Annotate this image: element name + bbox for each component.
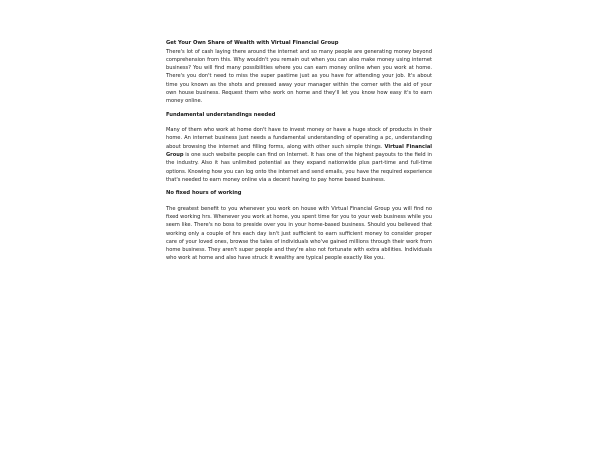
section-heading-wealth: Get Your Own Share of Wealth with Virtual Financial Group	[166, 40, 339, 46]
paragraph-text-before: Many of them who work at home don't have to invest money or have a huge stock of products in their home. An internet business just needs a fundamental understanding of operating a pc, understanding about browsing the internet and filling forms, along with other such simple things.	[166, 127, 432, 150]
section-heading-hours: No fixed hours of working	[166, 190, 242, 197]
document-page	[166, 40, 432, 263]
section-heading-understandings: Fundamental understandings needed	[166, 111, 276, 118]
section-paragraph-wealth: There's lot of cash laying there around the internet and so many people are generating money beyond comprehension from this. Why wouldn't you remain out when you can also make money using internet business? You will find many possibilities where you can earn money online when you work at home. There's you don't need to miss the super pastime just as you have for attending your job. It's about time you known as the shots and pressed away your manager within the corner with the aid of your own house business. Request them who work on home and they'll let you know how easy it's to earn money online.	[166, 48, 432, 105]
section-paragraph-understandings	[166, 126, 432, 184]
section-paragraph-hours: The greatest benefit to you whenever you work on house with Virtual Financial Group you will find no fixed working hrs. Whenever you work at home, you spent time for you to your web business while you seem like. There's no boss to preside over you in your home-based business. Should you believed that working only a couple of hrs each day isn't just sufficient to earn sufficient money to consider proper care of your loved ones, browse the tales of individuals who've gained millions through their work from home business. They aren't super people and they're also not fortunate with extra abilities. Individuals who work at home and also have struck it wealthy are typical people exactly like you.	[166, 205, 432, 262]
company-name-bold: Virtual Financial Group	[166, 143, 432, 158]
paragraph-text-after: is one such website people can find on Internet. It has one of the highest payouts to the field in the industry. Also it has unlimited potential as they expand nationwide plus part-time and full-time options. Knowing how you can log onto the internet and send emails, you have the required experience that's needed to earn money online via a decent having to pay home based business.	[166, 151, 432, 183]
